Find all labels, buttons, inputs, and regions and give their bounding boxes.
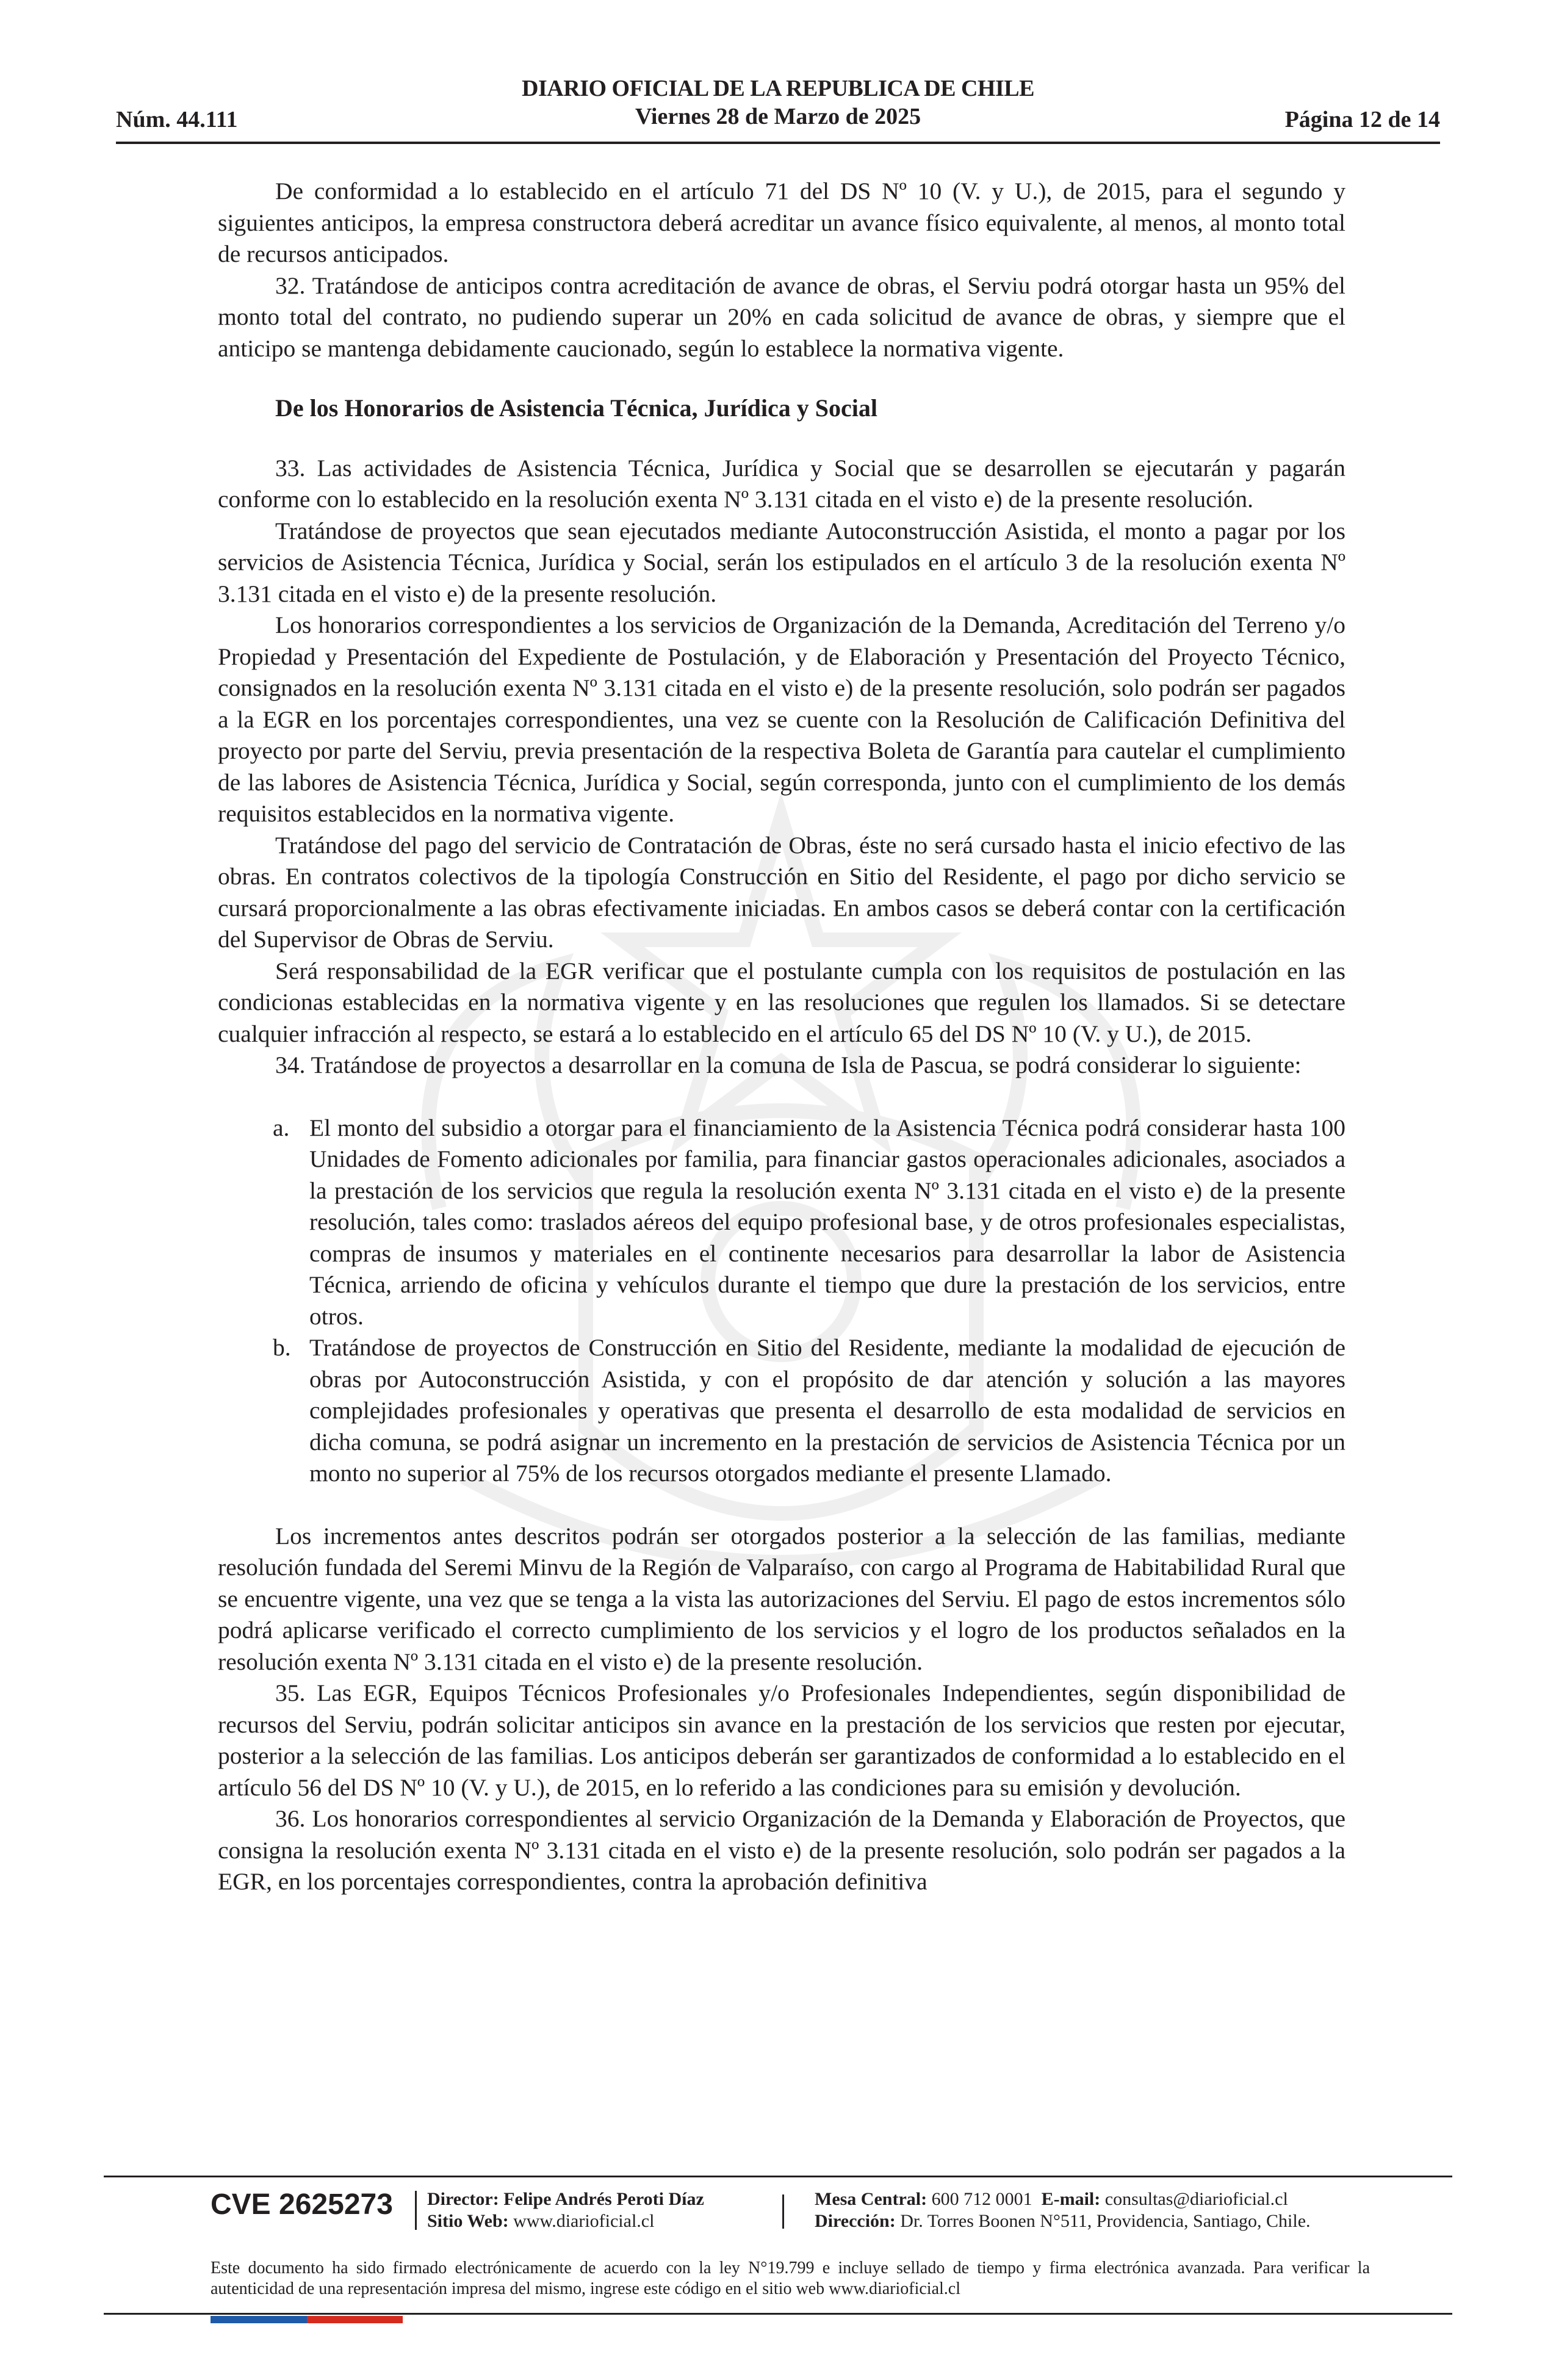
flag-stripe — [211, 2316, 403, 2323]
publication-title: DIARIO OFICIAL DE LA REPUBLICA DE CHILE — [522, 76, 1034, 101]
paragraph-article-71: De conformidad a lo establecido en el artículo 71 del DS Nº 10 (V. y U.), de 2015, para el segundo y siguientes anticipos, la empresa constructora deberá acreditar un avance físico equivalente, al menos, al monto total de recursos anticipados. — [218, 178, 1345, 267]
footer-bottom-divider — [104, 2313, 1452, 2315]
paragraph-35: 35. Las EGR, Equipos Técnicos Profesionales y/o Profesionales Independientes, según disponibilidad de recursos del Serviu, podrán solicitar anticipos sin avance en la prestación de los servicios que resten por ejecutar, posterior a la selección de las familias. Los anticipos deberán ser garantizados de conformidad a lo establecido en el artículo 56 del DS Nº 10 (V. y U.), de 2015, en lo referido a las condiciones para su emisión y devolución. — [218, 1679, 1345, 1801]
paragraph-33-honorarios: Los honorarios correspondientes a los servicios de Organización de la Demanda, Acreditación del Terreno y/o Propiedad y Presentación del Expediente de Postulación, y de Elaboración y Presentación del Proyecto Técnico, consignados en la resolución exenta Nº 3.131 citada en el visto e) de la presente resolución, solo podrán ser pagados a la EGR en los porcentajes correspondientes, una vez se cuente con la Resolución de Calificación Definitiva del proyecto por parte del Serviu, previa presentación de la respectiva Boleta de Garantía para cautelar el cumplimiento de las labores de Asistencia Técnica, Jurídica y Social, según corresponda, junto con el cumplimiento de los demás requisitos establecidos en la normativa vigente. — [218, 611, 1345, 827]
cve-code: CVE 2625273 — [211, 2188, 393, 2221]
electronic-signature-notice: Este documento ha sido firmado electrónicamente de acuerdo con la ley N°19.799 e incluye sellado de tiempo y firma electrónica avanzada. Para verificar la autenticidad de una representación impresa del mismo, ingrese este código en el sitio web www.diarioficial.cl — [211, 2259, 1370, 2298]
footer-divider — [104, 2176, 1452, 2177]
list-item-text: Tratándose de proyectos de Construcción en Sitio del Residente, mediante la modalidad de ejecución de obras por Autoconstrucción Asistida, y con el propósito de dar atención y solución a las mayores complejidades profesionales y operativas que presenta el desarrollo de esta modalidad de servicios en dicha comuna, se podrá asignar un incremento en la prestación de servicios de Asistencia Técnica por un monto no superior al 75% de los recursos otorgados mediante el presente Llamado. — [309, 1334, 1345, 1487]
list-item-text: El monto del subsidio a otorgar para el financiamiento de la Asistencia Técnica podrá considerar hasta 100 Unidades de Fomento adicionales por familia, para financiar gastos operacionales adicionales, asociados a la prestación de los servicios que regula la resolución exenta Nº 3.131 citada en el visto e) de la presente resolución, tales como: traslados aéreos del equipo profesional base, y de otros profesionales especialistas, compras de insumos y materiales en el continente necesarios para desarrollar la labor de Asistencia Técnica, arriendo de oficina y vehículos durante el tiempo que dure la prestación de los servicios, entre otros. — [309, 1114, 1345, 1330]
website-label: Sitio Web: — [427, 2211, 509, 2231]
page-header — [116, 74, 1440, 148]
footer-separator — [415, 2191, 417, 2230]
publication-date: Viernes 28 de Marzo de 2025 — [635, 104, 921, 129]
footer-separator — [782, 2194, 784, 2229]
paragraph-34: 34. Tratándose de proyectos a desarrollar en la comuna de Isla de Pascua, se podrá considerar lo siguiente: — [275, 1051, 1302, 1078]
list-item — [218, 1332, 1345, 1490]
paragraph-36: 36. Los honorarios correspondientes al servicio Organización de la Demanda y Elaboración de Proyectos, que consigna la resolución exenta Nº 3.131 citada en el visto e) de la presente resolución, solo podrán ser pagados a la EGR, en los porcentajes correspondientes, contra la aprobación definitiva — [218, 1805, 1345, 1895]
paragraph-33-contratacion: Tratándose del pago del servicio de Contratación de Obras, éste no será cursado hasta el inicio efectivo de las obras. En contratos colectivos de la tipología Construcción en Sitio del Residente, el pago por dicho servicio se cursará proporcionalmente a las obras efectivamente iniciadas. En ambos casos se deberá contar con la certificación del Supervisor de Obras de Serviu. — [218, 831, 1345, 953]
director-name: Felipe Andrés Peroti Díaz — [503, 2189, 704, 2209]
mesa-label: Mesa Central: — [815, 2189, 927, 2209]
footer-director-block — [427, 2188, 704, 2232]
mesa-phone: 600 712 0001 — [931, 2189, 1032, 2209]
document-body — [218, 176, 1345, 1898]
footer-contact-block — [815, 2188, 1311, 2232]
address-text: Dr. Torres Boonen N°511, Providencia, Santiago, Chile. — [900, 2211, 1311, 2231]
paragraph-33-autoconstruccion: Tratándose de proyectos que sean ejecutados mediante Autoconstrucción Asistida, el monto a pagar por los servicios de Asistencia Técnica, Jurídica y Social, serán los estipulados en el artículo 3 de la resolución exenta Nº 3.131 citada en el visto e) de la presente resolución. — [218, 517, 1345, 607]
section-heading: De los Honorarios de Asistencia Técnica, Jurídica y Social — [275, 394, 878, 422]
director-label: Director: — [427, 2189, 499, 2209]
flag-red-segment — [307, 2316, 403, 2323]
list-item — [218, 1112, 1345, 1333]
paragraph-32: 32. Tratándose de anticipos contra acreditación de avance de obras, el Serviu podrá otorgar hasta un 95% del monto total del contrato, no pudiendo superar un 20% en cada solicitud de avance de obras, y siempre que el anticipo se mantenga debidamente caucionado, según lo establece la normativa vigente. — [218, 272, 1345, 362]
flag-blue-segment — [211, 2316, 307, 2323]
isla-de-pascua-list — [218, 1112, 1345, 1490]
page-number: Página 12 de 14 — [1284, 107, 1440, 132]
issue-number: Núm. 44.111 — [116, 107, 238, 132]
website-link[interactable]: www.diarioficial.cl — [513, 2211, 655, 2231]
email-link[interactable]: consultas@diarioficial.cl — [1104, 2189, 1288, 2209]
paragraph-33-responsabilidad: Será responsabilidad de la EGR verificar que el postulante cumpla con los requisitos de postulación en las condicionas establecidas en la normativa vigente y en las resoluciones que regulen los llamados. Si se detectare cualquier infracción al respecto, se estará a lo establecido en el artículo 65 del DS Nº 10 (V. y U.), de 2015. — [218, 957, 1345, 1047]
list-item-label: a. — [273, 1114, 290, 1141]
list-item-label: b. — [273, 1334, 291, 1361]
paragraph-33: 33. Las actividades de Asistencia Técnica, Jurídica y Social que se desarrollen se ejecutarán y pagarán conforme con lo establecido en la resolución exenta Nº 3.131 citada en el visto e) de la presente resolución. — [218, 454, 1345, 513]
address-label: Dirección: — [815, 2211, 896, 2231]
email-label: E-mail: — [1041, 2189, 1101, 2209]
header-divider — [116, 142, 1440, 144]
paragraph-incrementos: Los incrementos antes descritos podrán ser otorgados posterior a la selección de las familias, mediante resolución fundada del Seremi Minvu de la Región de Valparaíso, con cargo al Programa de Habitabilidad Rural que se encuentre vigente, una vez que se tenga a la vista las autorizaciones del Serviu. El pago de estos incrementos sólo podrá aplicarse verificado el correcto cumplimiento de los servicios y el logro de los productos señalados en la resolución exenta Nº 3.131 citada en el visto e) de la presente resolución. — [218, 1522, 1345, 1675]
